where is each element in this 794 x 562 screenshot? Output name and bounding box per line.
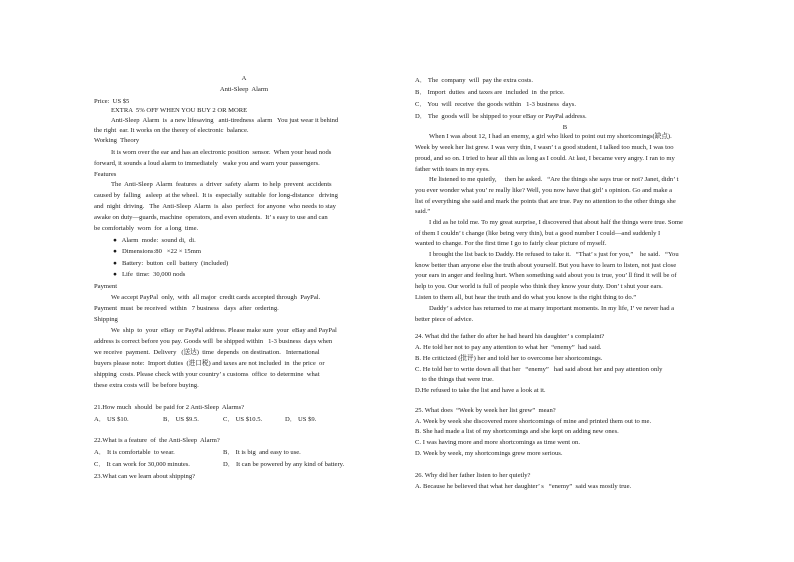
passage-b-line: list of everything she said and mark the points that are true. Pay no attention to the other things she — [415, 198, 676, 205]
payment-line: We accept PayPal only, with all major credit cards accepted through PayPal. — [111, 294, 321, 301]
payment-heading: Payment — [94, 283, 118, 290]
question-21: 21.How much should be paid for 2 Anti-Sleep Alarms? — [94, 404, 245, 411]
intro-line: the right ear. It works on the theory of electronic balance. — [94, 127, 249, 134]
passage-b-line: When I was about 12, I had an enemy, a girl who liked to point out my shortcomings(缺点). — [429, 133, 672, 140]
question-25: 25. What does “Week by week her list grew” mean? — [415, 407, 556, 414]
q21-option: D． US $9. — [285, 416, 317, 423]
features-line: awake on duty—guards, machine operators, and even students. It’ s easy to use and can — [94, 214, 328, 221]
section-b-letter: B — [562, 124, 568, 131]
bullet-item: ● Battery: button cell battery (included) — [113, 260, 229, 267]
features-line: be comfortably worn for a long time. — [94, 225, 199, 232]
working-theory-heading: Working Theory — [94, 137, 140, 144]
q22-option: A． It is comfortable to wear. — [94, 449, 175, 456]
q24-option: B. He criticized (批评) her and told her to overcome her shortcomings. — [415, 355, 603, 362]
passage-b-line: He listened to me quietly, then he asked. “Are the things she says true or not? Janet, didn’ t — [429, 176, 679, 183]
q23-option: C． You will receive the goods within 1-3 business days. — [415, 101, 576, 108]
features-heading: Features — [94, 171, 117, 178]
bullet-dot-icon: ● — [113, 260, 117, 267]
question-24: 24. What did the father do after he had heard his daughter’ s complaint? — [415, 333, 605, 340]
bullet-dot-icon: ● — [113, 271, 117, 278]
q24-option: to the things that were true. — [415, 376, 494, 383]
passage-b-line: I brought the list back to Daddy. He refused to take it. “That’ s just for you,” he said. “You — [429, 251, 679, 258]
passage-b-line: proud, and so on. I tried to hear all this as long as I could. At last, I became very angry. I ran to my — [415, 155, 675, 162]
passage-b-line: better piece of advice. — [415, 316, 474, 323]
passage-b-line: help to you. Our world is full of people who think they know your duty. Don’ t shut your ears. — [415, 283, 663, 290]
bullet-dot-icon: ● — [113, 237, 117, 244]
q24-option: C. He told her to write down all that her “enemy” had said about her and pay attention only — [415, 366, 663, 373]
intro-line: Anti-Sleep Alarm is a new lifesaving anti-tiredness alarm You just wear it behind — [111, 117, 339, 124]
passage-b-line: of them I couldn’ t change (like being very thin), but a good number I could—and suddenly I — [415, 230, 661, 237]
right-column — [397, 0, 794, 562]
question-23: 23.What can we learn about shipping? — [94, 473, 196, 480]
q24-option: D.He refused to take the list and have a look at it. — [415, 387, 546, 394]
features-line: and night driving. The Anti-Sleep Alarm is also perfect for anyone who needs to stay — [94, 203, 336, 210]
q25-option: A. Week by week she discovered more shortcomings of mine and printed them out to me. — [415, 418, 652, 425]
q22-option: C． It can work for 30,000 minutes. — [94, 461, 190, 468]
passage-b-line: Listen to them all, but hear the truth and do what you know is the right thing to do.” — [415, 294, 637, 301]
payment-line: Payment must be received within 7 business days after ordering. — [94, 305, 279, 312]
passage-b-line: father with tears in my eyes. — [415, 166, 490, 173]
q23-option: D． The goods will be shipped to your eBay or PayPal address. — [415, 113, 587, 120]
bullet-item: ● Life time: 30,000 nods — [113, 271, 186, 278]
q22-option: B． It is big and easy to use. — [223, 449, 301, 456]
shipping-line: address is correct before you pay. Goods will be shipped within 1-3 business days when — [94, 338, 333, 345]
price-line: Price: US $5 — [94, 98, 130, 105]
passage-b-line: you ever wonder what you’ re really like? Well, you now have that girl’ s opinion. Go and make a — [415, 187, 673, 194]
shipping-line: We ship to your eBay or PayPal address. Please make sure your eBay and PayPal — [111, 327, 337, 334]
features-line: caused by falling asleep at the wheel. It is especially suitable for long-distance driving — [94, 192, 338, 199]
question-26: 26. Why did her father listen to her quietly? — [415, 472, 531, 479]
passage-b-line: your ears in anger and feeling hurt. When something said about you is true, you’ ll find it will be of — [415, 272, 677, 279]
passage-b-line: Daddy’ s advice has returned to me at many important moments. In my life, I’ ve never had a — [429, 305, 675, 312]
shipping-heading: Shipping — [94, 316, 118, 323]
shipping-line: these extra costs will be before buying. — [94, 382, 199, 389]
q22-option: D． It can be powered by any kind of battery. — [223, 461, 345, 468]
q25-option: D. Week by week, my shortcomings grew more serious. — [415, 450, 563, 457]
bullet-item: ● Alarm mode: sound di, di. — [113, 237, 196, 244]
working-line: forward, it sounds a loud alarm to immediately wake you and warn your passengers. — [94, 160, 320, 167]
q23-option: B． Import duties and taxes are included in the price. — [415, 89, 565, 96]
shipping-line: shipping costs. Please check with your country’ s customs office to determine what — [94, 371, 320, 378]
passage-b-line: I did as he told me. To my great surprise, I discovered that about half the things were true. Some — [429, 219, 683, 226]
passage-a-title: Anti-Sleep Alarm — [219, 86, 269, 93]
q24-option: A. He told her not to pay any attention to what her “enemy” had said. — [415, 344, 602, 351]
question-22: 22.What is a feature of the Anti-Sleep Alarm? — [94, 437, 220, 444]
q23-option: A． The company will pay the extra costs. — [415, 77, 533, 84]
shipping-line: buyers please note: Import duties (进口税) and taxes are not included in the price or — [94, 360, 325, 367]
q21-option: A． US $10. — [94, 416, 129, 423]
bullet-item: ● Dimensions:80 ×22 × 15mm — [113, 248, 201, 255]
shipping-line: we receive payment. Delivery (送达) time depends on destination. International — [94, 349, 320, 356]
passage-b-line: said.” — [415, 208, 431, 215]
bullet-dot-icon: ● — [113, 248, 117, 255]
passage-b-line: wanted to change. For the first time I go to fairly clear picture of myself. — [415, 240, 607, 247]
q25-option: B. She had made a list of my shortcomings and she kept on adding new ones. — [415, 428, 619, 435]
passage-b-line: Week by week her list grew. I was very thin, I wasn’ t a good student, I talked too much, I was too — [415, 144, 674, 151]
q26-option: A. Because he believed that what her daughter’ s “enemy” said was mostly true. — [415, 483, 632, 490]
q21-option: C． US $10.5. — [223, 416, 263, 423]
passage-b-line: know better than anyone else the truth about yourself. But you have to learn to listen, not just close — [415, 262, 677, 269]
q21-option: B． US $9.5. — [163, 416, 199, 423]
extra-offer-line: EXTRA 5% OFF WHEN YOU BUY 2 OR MORE — [111, 107, 248, 114]
working-line: It is worn over the ear and has an electronic position sensor. When your head nods — [111, 149, 332, 156]
features-line: The Anti-Sleep Alarm features a driver safety alarm to help prevent accidents — [111, 181, 332, 188]
q25-option: C. I was having more and more shortcomings as time went on. — [415, 439, 580, 446]
section-a-letter: A — [241, 75, 247, 82]
